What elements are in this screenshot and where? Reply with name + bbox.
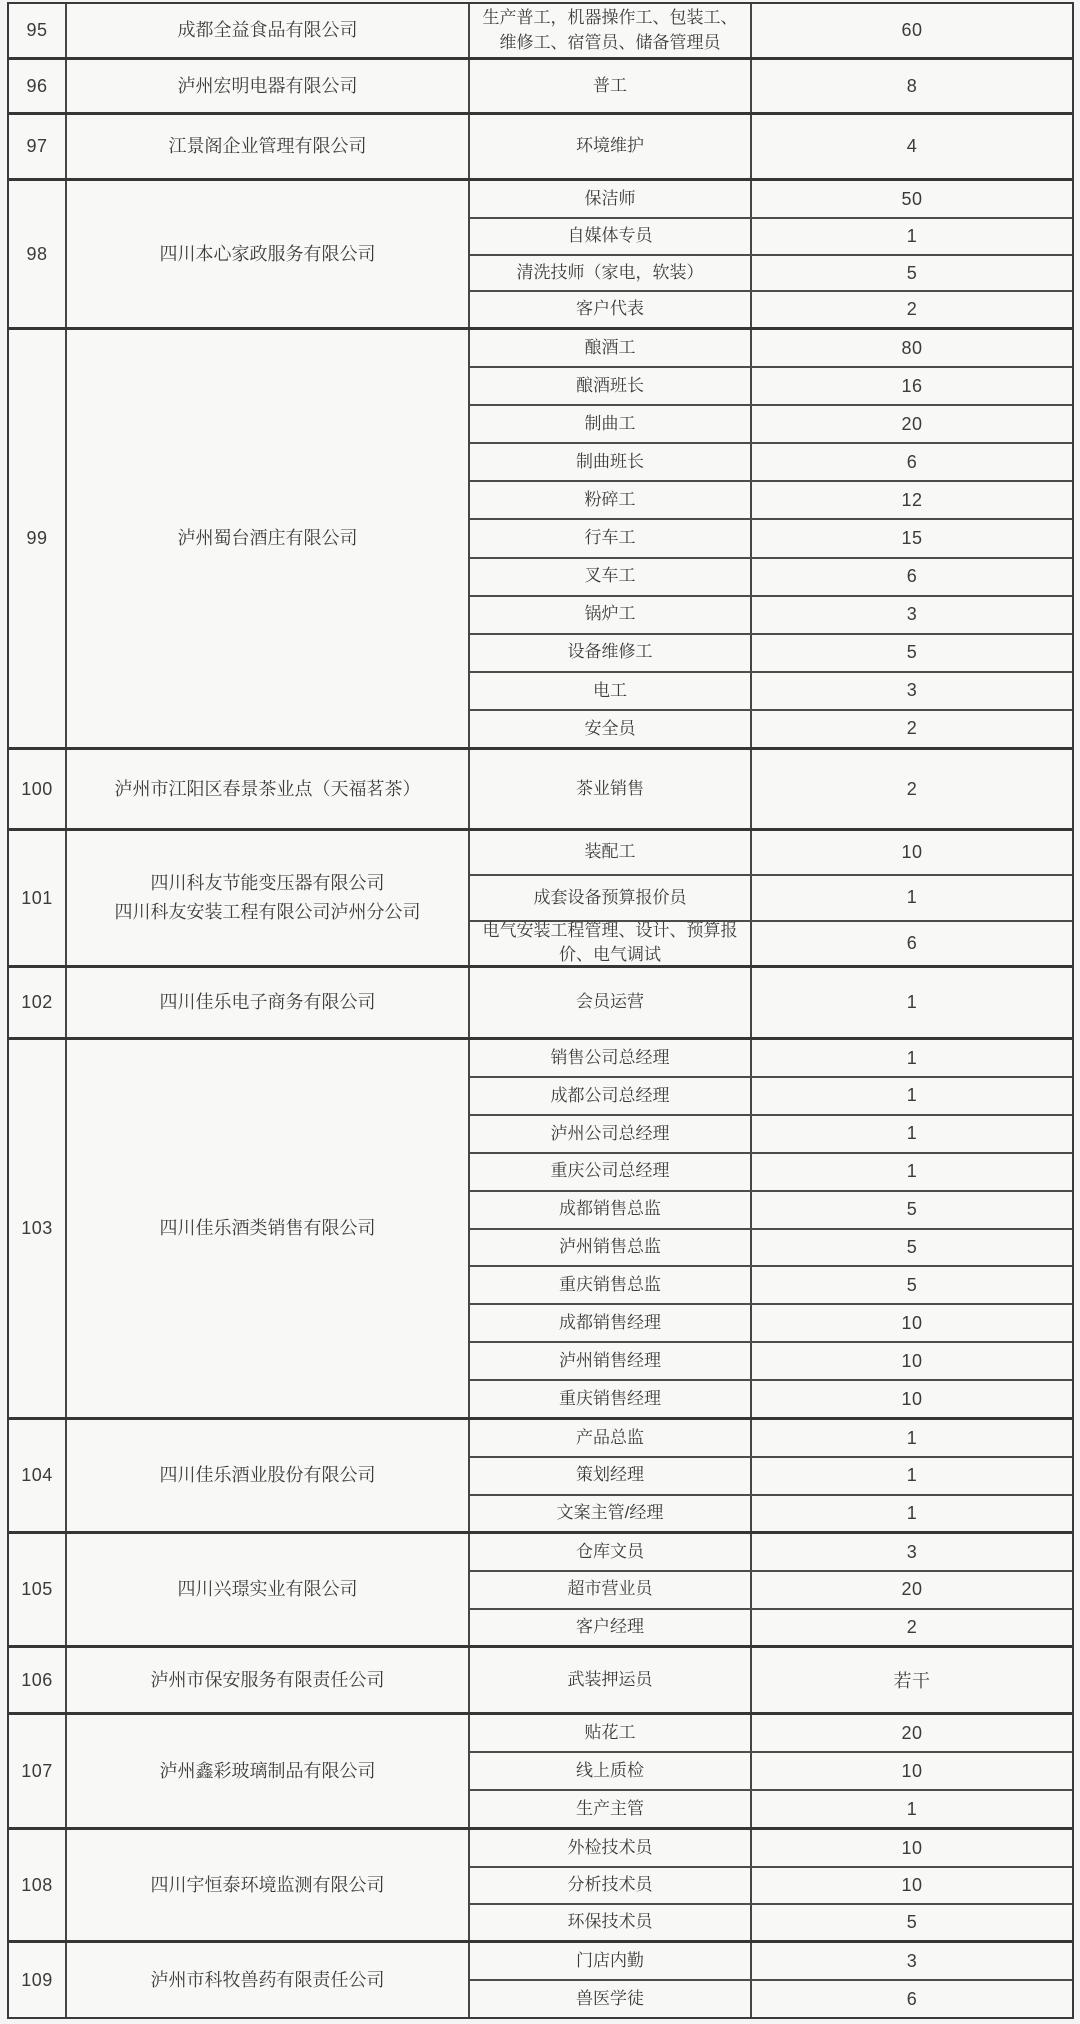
- position-name: 销售公司总经理: [470, 1040, 752, 1076]
- position-name: 生产普工，机器操作工、包装工、维修工、宿管员、储备管理员: [470, 4, 752, 57]
- position-count: 1: [906, 1502, 918, 1523]
- company-name-line: 四川科友安装工程有限公司泸州分公司: [114, 902, 421, 922]
- position-row: [470, 1979, 1072, 2017]
- company-name-line: 四川佳乐电子商务有限公司: [159, 992, 376, 1013]
- position-name: 外检技术员: [470, 1830, 752, 1866]
- company-row: [9, 4, 1072, 57]
- position-count: 5: [906, 1274, 918, 1295]
- position-count: 1: [906, 1085, 918, 1106]
- position-row: [470, 1789, 1072, 1827]
- positions-group: [470, 1534, 1072, 1645]
- company-name-line: 江景阁企业管理有限公司: [168, 136, 367, 157]
- row-number: 109: [9, 1943, 67, 2017]
- position-row: [470, 1866, 1072, 1903]
- company-name: [67, 1715, 470, 1827]
- position-name: 酿酒班长: [470, 368, 752, 404]
- position-count: 10: [901, 1760, 923, 1781]
- position-count: 1: [906, 225, 918, 246]
- position-count: 4: [906, 136, 918, 156]
- position-name: 环保技术员: [470, 1905, 752, 1940]
- position-count: 1: [906, 1427, 918, 1448]
- position-name: 门店内勤: [470, 1943, 752, 1979]
- company-name-line: 四川兴璟实业有限公司: [177, 1579, 358, 1600]
- company-name-line: 泸州蜀台酒庄有限公司: [177, 528, 358, 549]
- position-count: 16: [901, 375, 923, 396]
- position-name: 成套设备预算报价员: [470, 876, 752, 919]
- position-row: [470, 404, 1072, 442]
- position-row: [470, 1494, 1072, 1532]
- company-row: [9, 1037, 1072, 1417]
- position-row: [470, 1076, 1072, 1114]
- position-count: 50: [901, 188, 923, 209]
- position-row: [470, 518, 1072, 556]
- position-count: 3: [906, 604, 918, 625]
- position-name: 粉碎工: [470, 482, 752, 518]
- row-number: 106: [9, 1648, 67, 1712]
- position-count: 5: [906, 262, 918, 283]
- position-name: 生产主管: [470, 1791, 752, 1827]
- position-row: [470, 1303, 1072, 1341]
- position-count: 60: [901, 20, 923, 40]
- row-number: 103: [9, 1040, 67, 1417]
- company-name-line: 泸州市保安服务有限责任公司: [150, 1669, 385, 1690]
- job-table: [7, 2, 1074, 2019]
- position-count: 2: [906, 778, 918, 799]
- position-name: 泸州销售经理: [470, 1343, 752, 1379]
- position-count: 6: [906, 451, 918, 472]
- company-name: [67, 1943, 470, 2017]
- position-name: 策划经理: [470, 1458, 752, 1494]
- position-name: 自媒体专员: [470, 219, 752, 254]
- position-count: 2: [906, 718, 918, 739]
- position-count: 6: [906, 1988, 918, 2009]
- position-name: 电气安装工程管理、设计、预算报价、电气调试: [470, 922, 752, 965]
- positions-group: [470, 181, 1072, 327]
- position-row: [470, 750, 1072, 828]
- position-count: 10: [901, 1837, 923, 1858]
- position-name: 客户经理: [470, 1610, 752, 1646]
- position-row: [470, 557, 1072, 595]
- position-count: 10: [901, 1388, 923, 1409]
- position-row: [470, 920, 1072, 965]
- company-name: [67, 831, 470, 965]
- position-row: [470, 217, 1072, 254]
- position-count: 20: [901, 413, 923, 434]
- position-row: [470, 290, 1072, 327]
- company-name-line: 成都全益食品有限公司: [177, 20, 358, 41]
- position-row: [470, 1341, 1072, 1379]
- company-name: [67, 968, 470, 1037]
- position-row: [470, 60, 1072, 112]
- position-row: [470, 1648, 1072, 1712]
- position-count: 2: [906, 299, 918, 320]
- row-number: 105: [9, 1534, 67, 1645]
- position-name: 分析技术员: [470, 1868, 752, 1903]
- position-count: 8: [906, 75, 918, 96]
- position-row: [470, 1570, 1072, 1608]
- company-name-line: 泸州市科牧兽药有限责任公司: [150, 1969, 385, 1990]
- positions-group: [470, 1943, 1072, 2017]
- position-name: 重庆销售总监: [470, 1267, 752, 1303]
- position-name: 贴花工: [470, 1715, 752, 1751]
- company-row: [9, 1712, 1072, 1827]
- positions-group: [470, 750, 1072, 828]
- position-row: [470, 1265, 1072, 1303]
- position-count: 若干: [893, 1671, 931, 1691]
- position-row: [470, 442, 1072, 480]
- position-count: 15: [901, 528, 923, 549]
- position-count: 10: [901, 1350, 923, 1371]
- position-row: [470, 366, 1072, 404]
- company-row: [9, 112, 1072, 178]
- positions-group: [470, 1648, 1072, 1712]
- position-row: [470, 1152, 1072, 1190]
- position-count: 10: [901, 842, 923, 863]
- company-name: [67, 115, 470, 178]
- position-row: [470, 1420, 1072, 1456]
- position-name: 电工: [470, 673, 752, 709]
- row-number: 101: [9, 831, 67, 965]
- positions-group: [470, 1040, 1072, 1417]
- position-name: 行车工: [470, 520, 752, 556]
- position-row: [470, 1379, 1072, 1417]
- position-row: [470, 1456, 1072, 1494]
- position-row: [470, 1903, 1072, 1940]
- company-row: [9, 828, 1072, 965]
- position-name: 线上质检: [470, 1753, 752, 1789]
- positions-group: [470, 60, 1072, 112]
- position-name: 成都销售经理: [470, 1305, 752, 1341]
- positions-group: [470, 1420, 1072, 1531]
- position-name: 锅炉工: [470, 597, 752, 633]
- row-number: 102: [9, 968, 67, 1037]
- position-row: [470, 1114, 1072, 1152]
- position-count: 1: [906, 887, 918, 908]
- position-row: [470, 595, 1072, 633]
- company-name-line: 四川宇恒泰环境监测有限公司: [150, 1874, 385, 1895]
- company-name-line: 四川佳乐酒业股份有限公司: [159, 1465, 376, 1486]
- position-name: 客户代表: [470, 292, 752, 327]
- position-name: 泸州公司总经理: [470, 1116, 752, 1152]
- position-count: 1: [906, 1123, 918, 1144]
- position-count: 10: [901, 1875, 923, 1895]
- position-row: [470, 968, 1072, 1037]
- position-name: 环境维护: [470, 115, 752, 178]
- position-row: [470, 115, 1072, 178]
- position-count: 5: [906, 1237, 918, 1257]
- positions-group: [470, 968, 1072, 1037]
- position-count: 3: [906, 1541, 918, 1562]
- position-name: 普工: [470, 60, 752, 112]
- company-row: [9, 178, 1072, 327]
- position-name: 兽医学徒: [470, 1981, 752, 2017]
- position-name: 会员运营: [470, 968, 752, 1037]
- company-name: [67, 181, 470, 327]
- company-row: [9, 747, 1072, 828]
- position-count: 1: [906, 1798, 918, 1819]
- position-row: [470, 181, 1072, 217]
- position-row: [470, 1534, 1072, 1570]
- position-count: 1: [906, 1161, 918, 1182]
- company-row: [9, 57, 1072, 112]
- company-name: [67, 1648, 470, 1712]
- position-row: [470, 1040, 1072, 1076]
- position-name: 仓库文员: [470, 1534, 752, 1570]
- position-count: 3: [906, 1950, 918, 1971]
- position-count: 10: [901, 1312, 923, 1333]
- positions-group: [470, 1830, 1072, 1940]
- row-number: 99: [9, 330, 67, 747]
- row-number: 98: [9, 181, 67, 327]
- row-number: 104: [9, 1420, 67, 1531]
- positions-group: [470, 330, 1072, 747]
- company-row: [9, 1940, 1072, 2017]
- position-row: [470, 671, 1072, 709]
- position-name: 保洁师: [470, 181, 752, 217]
- position-row: [470, 1608, 1072, 1646]
- company-name-line: 四川科友节能变压器有限公司: [150, 873, 385, 894]
- company-row: [9, 1531, 1072, 1645]
- position-name: 设备维修工: [470, 635, 752, 671]
- company-row: [9, 965, 1072, 1037]
- position-name: 茶业销售: [470, 750, 752, 828]
- position-count: 2: [906, 1616, 918, 1637]
- position-count: 1: [906, 1047, 918, 1068]
- positions-group: [470, 1715, 1072, 1827]
- company-name: [67, 1534, 470, 1645]
- position-row: [470, 709, 1072, 747]
- company-name: [67, 750, 470, 828]
- company-row: [9, 1827, 1072, 1940]
- company-name-line: 泸州鑫彩玻璃制品有限公司: [159, 1760, 376, 1781]
- position-row: [470, 480, 1072, 518]
- company-name: [67, 1420, 470, 1531]
- position-name: 成都公司总经理: [470, 1078, 752, 1114]
- company-name: [67, 1040, 470, 1417]
- position-count: 5: [906, 1912, 918, 1932]
- position-count: 1: [906, 1465, 918, 1486]
- position-name: 超市营业员: [470, 1572, 752, 1608]
- company-row: [9, 1417, 1072, 1531]
- positions-group: [470, 4, 1072, 57]
- position-row: [470, 1715, 1072, 1751]
- positions-group: [470, 831, 1072, 965]
- position-count: 6: [906, 932, 918, 953]
- position-name: 产品总监: [470, 1420, 752, 1456]
- position-count: 5: [906, 1199, 918, 1220]
- position-name: 制曲工: [470, 406, 752, 442]
- row-number: 95: [9, 4, 67, 57]
- position-name: 酿酒工: [470, 330, 752, 366]
- row-number: 97: [9, 115, 67, 178]
- position-name: 叉车工: [470, 559, 752, 595]
- position-row: [470, 874, 1072, 919]
- position-count: 1: [906, 992, 918, 1012]
- position-row: [470, 831, 1072, 874]
- row-number: 100: [9, 750, 67, 828]
- position-name: 泸州销售总监: [470, 1230, 752, 1266]
- position-row: [470, 330, 1072, 366]
- company-name: [67, 1830, 470, 1940]
- position-count: 6: [906, 566, 918, 587]
- positions-group: [470, 115, 1072, 178]
- position-count: 5: [906, 642, 918, 663]
- position-row: [470, 633, 1072, 671]
- position-row: [470, 4, 1072, 57]
- position-name: 清洗技师（家电，软装）: [470, 256, 752, 291]
- position-name: 武装押运员: [470, 1648, 752, 1712]
- company-name-line: 泸州市江阳区春景茶业点（天福茗茶）: [114, 778, 421, 799]
- company-name-line: 四川佳乐酒类销售有限公司: [159, 1218, 376, 1239]
- position-row: [470, 1830, 1072, 1866]
- position-count: 20: [901, 1722, 923, 1743]
- company-name: [67, 60, 470, 112]
- row-number: 96: [9, 60, 67, 112]
- company-row: [9, 1645, 1072, 1712]
- position-count: 3: [906, 680, 918, 701]
- position-name: 装配工: [470, 831, 752, 874]
- position-row: [470, 1751, 1072, 1789]
- company-name: [67, 4, 470, 57]
- row-number: 108: [9, 1830, 67, 1940]
- position-count: 80: [901, 337, 923, 358]
- company-name-line: 泸州宏明电器有限公司: [177, 75, 358, 96]
- position-name: 重庆销售经理: [470, 1381, 752, 1417]
- position-name: 成都销售总监: [470, 1192, 752, 1228]
- position-row: [470, 1943, 1072, 1979]
- position-count: 20: [901, 1579, 923, 1600]
- position-count: 12: [901, 489, 923, 510]
- position-name: 安全员: [470, 711, 752, 747]
- position-row: [470, 254, 1072, 291]
- position-name: 文案主管/经理: [470, 1496, 752, 1532]
- company-name-line: 四川本心家政服务有限公司: [159, 243, 376, 264]
- company-row: [9, 327, 1072, 747]
- position-row: [470, 1228, 1072, 1266]
- row-number: 107: [9, 1715, 67, 1827]
- position-row: [470, 1190, 1072, 1228]
- position-name: 制曲班长: [470, 444, 752, 480]
- company-name: [67, 330, 470, 747]
- position-name: 重庆公司总经理: [470, 1154, 752, 1190]
